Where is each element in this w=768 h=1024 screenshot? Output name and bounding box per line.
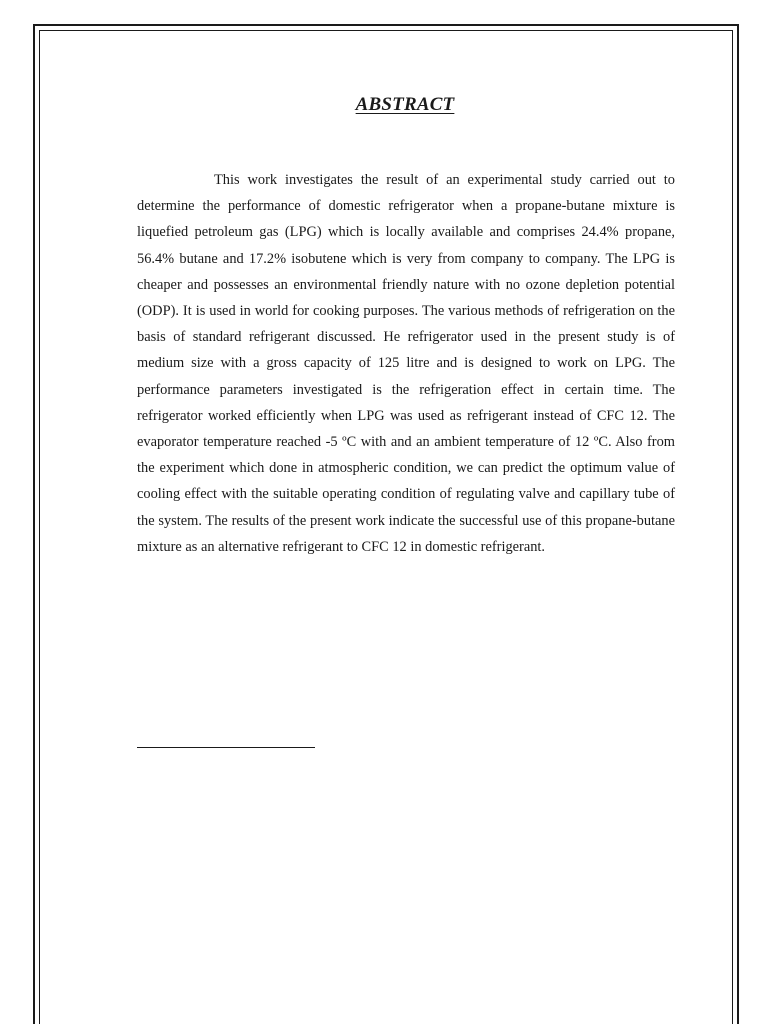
footnote-separator	[137, 747, 315, 748]
abstract-paragraph: This work investigates the result of an experimental study carried out to determine the performance of domestic refrigerator when a propane-butane mixture is liquefied petroleum gas (LPG) which is locally available and comprises 24.4% propane, 56.4% butane and 17.2% isobutene which is very from company to company. The LPG is cheaper and possesses an environmental friendly nature with no ozone depletion potential (ODP). It is used in world for cooking purposes. The various methods of refrigeration on the basis of standard refrigerant discussed. He refrigerator used in the present study is of medium size with a gross capacity of 125 litre and is designed to work on LPG. The performance parameters investigated is the refrigeration effect in certain time. The refrigerator worked efficiently when LPG was used as refrigerant instead of CFC 12. The evaporator temperature reached -5 ºC with and an ambient temperature of 12 ºC. Also from the experiment which done in atmospheric condition, we can predict the optimum value of cooling effect with the suitable operating condition of regulating valve and capillary tube of the system. The results of the present work indicate the successful use of this propane-butane mixture as an alternative refrigerant to CFC 12 in domestic refrigerant.	[137, 172, 675, 555]
abstract-title: ABSTRACT	[355, 94, 455, 115]
